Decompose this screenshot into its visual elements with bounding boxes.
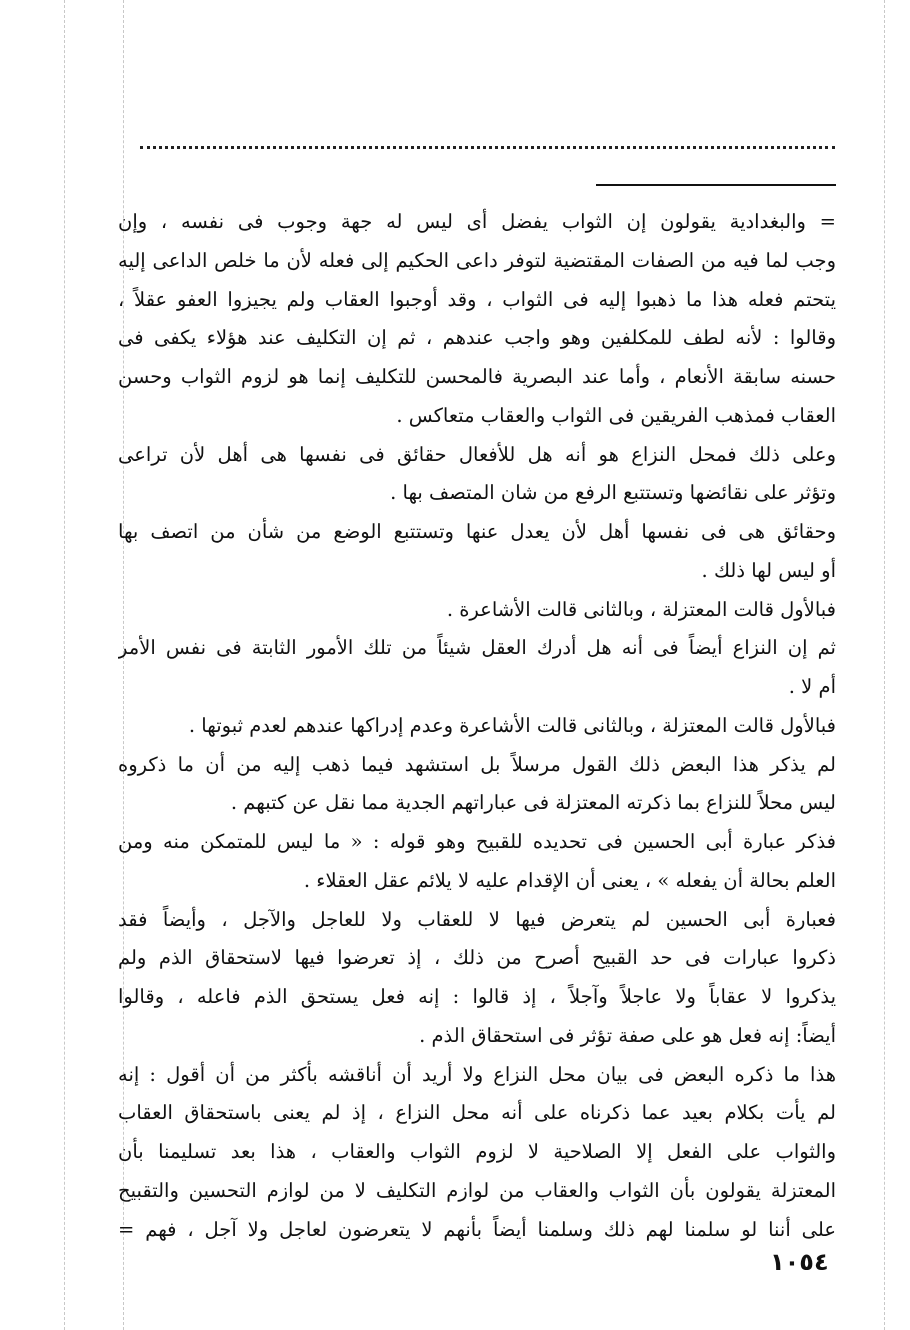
header-separator (140, 146, 835, 149)
page-body (118, 203, 836, 1249)
text-line: على أننا لو سلمنا لهم ذلك وسلمنا أيضاً بأنهم لا يتعرضون لعاجل ولا آجل ، فهم = (118, 1217, 836, 1241)
text-line: ذكروا عبارات فى حد القبيح أصرح من ذلك ، إذ تعرضوا فيها لاستحقاق الذم ولم (118, 946, 836, 970)
text-line: أم لا . (788, 675, 836, 698)
text-line: وجب لما فيه من الصفات المقتضية لتوفر داعى الحكيم إلى فعله لأن ما خلص الداعى إليه (118, 248, 836, 272)
text-line: فذكر عبارة أبى الحسين فى تحديده للقبيح وهو قوله : « ما ليس للمتمكن منه ومن (118, 830, 836, 853)
text-line: يتحتم فعله هذا ما ذهبوا إليه فى الثواب ، وقد أوجبوا العقاب ولم يجيزوا العفو عقلاً ، (118, 287, 836, 311)
text-line: ثم إن النزاع أيضاً فى أنه هل أدرك العقل شيئاً من تلك الأمور الثابتة فى نفس الأمر (118, 636, 836, 660)
text-line: العلم بحالة أن يفعله » ، يعنى أن الإقدام عليه لا يلائم عقل العقلاء . (303, 868, 836, 892)
text-line: والثواب على الفعل إلا الصلاحية لا لزوم الثواب والعقاب ، هذا بعد تسليمنا بأن (118, 1140, 836, 1163)
text-line: وتؤثر على نقائضها وتستتبع الرفع من شان المتصف بها . (390, 481, 836, 505)
text-line: أو ليس لها ذلك . (701, 558, 836, 582)
text-line: فعبارة أبى الحسين لم يتعرض فيها لا للعقاب ولا للعاجل والآجل ، وأيضاً فقد (118, 907, 836, 931)
page-number: ١٠٥٤ (770, 1248, 829, 1276)
scan-margin-line (884, 0, 885, 1330)
text-line: المعتزلة يقولون بأن الثواب والعقاب من لوازم التكليف لا من لوازم التحسين والتقبيح (118, 1178, 836, 1202)
scan-margin-line (64, 0, 65, 1330)
text-line: هذا ما ذكره البعض فى بيان محل النزاع ولا أريد أن أناقشه بأكثر من أن أقول : إنه (118, 1062, 836, 1086)
text-line: حسنه سابقة الأنعام ، وأما عند البصرية فالمحسن للتكليف إنما هو لزوم الثواب وحسن (118, 365, 836, 388)
footnote-rule (596, 184, 836, 186)
text-line: = والبغدادية يقولون إن الثواب يفضل أى ليس له جهة وجوب فى نفسه ، وإن (118, 210, 836, 233)
text-line: وقالوا : لأنه لطف للمكلفين وهو واجب عندهم ، ثم إن التكليف عند هؤلاء يكفى فى (118, 326, 836, 350)
text-line: فبالأول قالت المعتزلة ، وبالثانى قالت الأشاعرة وعدم إدراكها عندهم لعدم ثبوتها . (188, 713, 836, 737)
text-line: وحقائق هى فى نفسها أهل لأن يعدل عنها وتستتبع الوضع من شأن من اتصف بها (118, 520, 836, 543)
text-line: العقاب فمذهب الفريقين فى الثواب والعقاب متعاكس . (396, 403, 836, 427)
text-line: لم يأت بكلام بعيد عما ذكرناه على أنه محل النزاع ، إذ لم يعنى باستحقاق العقاب (118, 1101, 836, 1125)
text-line: أيضاً: إنه فعل هو على صفة تؤثر فى استحقاق الذم . (419, 1023, 836, 1047)
text-line: ليس محلاً للنزاع بما ذكرته المعتزلة فى عباراتهم الجدية مما نقل عن كتبهم . (230, 791, 836, 815)
text-line: وعلى ذلك فمحل النزاع هو أنه هل للأفعال حقائق فى نفسها هى أهل لأن تراعى (118, 442, 836, 466)
text-line: لم يذكر هذا البعض ذلك القول مرسلاً بل استشهد فيما ذهب إليه من أن ما ذكروه (118, 752, 836, 776)
text-line: يذكروا لا عقاباً ولا عاجلاً وآجلاً ، إذ قالوا : إنه فعل يستحق الذم فاعله ، وقالوا (118, 985, 836, 1008)
text-line: فبالأول قالت المعتزلة ، وبالثانى قالت الأشاعرة . (446, 597, 836, 621)
